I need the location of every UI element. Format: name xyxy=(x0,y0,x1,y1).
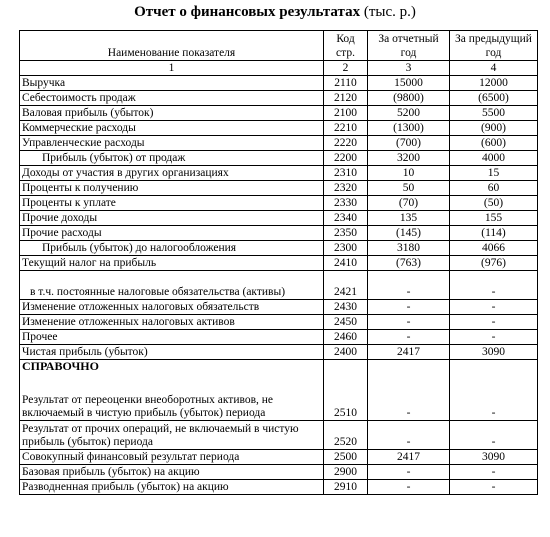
row-name: Валовая прибыль (убыток) xyxy=(20,106,324,121)
row-code: 2410 xyxy=(324,256,368,271)
row-name: Результат от переоценки внеоборотных активов, не включаемый в чистую прибыль (убыток) периода xyxy=(22,394,274,419)
column-number: 2 xyxy=(324,61,368,76)
row-current: (9800) xyxy=(368,91,450,106)
row-current: (145) xyxy=(368,226,450,241)
row-current: (70) xyxy=(368,196,450,211)
table-header-row xyxy=(20,31,538,61)
column-number: 4 xyxy=(450,61,538,76)
row-previous: - xyxy=(450,465,538,480)
table-row xyxy=(20,480,538,495)
table-row xyxy=(20,256,538,271)
row-current: - xyxy=(368,271,450,300)
column-header-previous: За предыдущий год xyxy=(450,31,538,61)
row-current: 15000 xyxy=(368,76,450,91)
row-previous: - xyxy=(450,360,538,421)
row-code: 2450 xyxy=(324,315,368,330)
row-previous: 155 xyxy=(450,211,538,226)
row-name: Совокупный финансовый результат периода xyxy=(20,450,324,465)
column-header-code: Код стр. xyxy=(324,31,368,61)
row-code: 2100 xyxy=(324,106,368,121)
table-row xyxy=(20,465,538,480)
row-previous: (600) xyxy=(450,136,538,151)
row-name: Базовая прибыль (убыток) на акцию xyxy=(20,465,324,480)
row-name: Разводненная прибыль (убыток) на акцию xyxy=(20,480,324,495)
row-previous: - xyxy=(450,271,538,300)
column-header-name: Наименование показателя xyxy=(20,31,324,61)
row-code: 2421 xyxy=(324,271,368,300)
row-current: 2417 xyxy=(368,450,450,465)
table-row xyxy=(20,181,538,196)
row-code: 2910 xyxy=(324,480,368,495)
row-name: Чистая прибыль (убыток) xyxy=(20,345,324,360)
table-row xyxy=(20,360,538,421)
table-row xyxy=(20,450,538,465)
row-current: 3180 xyxy=(368,241,450,256)
row-previous: (900) xyxy=(450,121,538,136)
table-row xyxy=(20,151,538,166)
table-row xyxy=(20,166,538,181)
table-row xyxy=(20,241,538,256)
row-current: (1300) xyxy=(368,121,450,136)
row-name: Прочие расходы xyxy=(20,226,324,241)
row-code: 2400 xyxy=(324,345,368,360)
row-name: в т.ч. постоянные налоговые обязательства (активы) xyxy=(20,271,324,300)
row-previous: - xyxy=(450,330,538,345)
column-number: 1 xyxy=(20,61,324,76)
row-name: Выручка xyxy=(20,76,324,91)
row-current: - xyxy=(368,421,450,450)
row-name: Проценты к получению xyxy=(20,181,324,196)
row-code: 2340 xyxy=(324,211,368,226)
row-name: Коммерческие расходы xyxy=(20,121,324,136)
column-number: 3 xyxy=(368,61,450,76)
table-row xyxy=(20,421,538,450)
row-current: - xyxy=(368,360,450,421)
row-previous: (50) xyxy=(450,196,538,211)
row-name: Изменение отложенных налоговых обязательств xyxy=(20,300,324,315)
row-name: Себестоимость продаж xyxy=(20,91,324,106)
row-name: Управленческие расходы xyxy=(20,136,324,151)
column-numbers-row xyxy=(20,61,538,76)
row-current: 135 xyxy=(368,211,450,226)
row-name: Результат от прочих операций, не включаемый в чистую прибыль (убыток) периода xyxy=(20,421,324,450)
row-previous: - xyxy=(450,315,538,330)
row-code: 2110 xyxy=(324,76,368,91)
table-row xyxy=(20,315,538,330)
row-previous: (6500) xyxy=(450,91,538,106)
row-name: Доходы от участия в других организациях xyxy=(20,166,324,181)
report-title-unit: (тыс. р.) xyxy=(363,4,416,20)
row-code: 2900 xyxy=(324,465,368,480)
column-header-current: За отчетный год xyxy=(368,31,450,61)
row-previous: - xyxy=(450,300,538,315)
table-row xyxy=(20,330,538,345)
table-row xyxy=(20,91,538,106)
row-previous: 5500 xyxy=(450,106,538,121)
row-name: Прочие доходы xyxy=(20,211,324,226)
row-previous: 4066 xyxy=(450,241,538,256)
row-current: 50 xyxy=(368,181,450,196)
reference-heading: СПРАВОЧНО xyxy=(22,359,99,373)
table-row xyxy=(20,345,538,360)
row-name: Прибыль (убыток) от продаж xyxy=(20,151,324,166)
table-row xyxy=(20,76,538,91)
row-code: 2320 xyxy=(324,181,368,196)
row-current: 3200 xyxy=(368,151,450,166)
row-code: 2220 xyxy=(324,136,368,151)
row-name: Изменение отложенных налоговых активов xyxy=(20,315,324,330)
row-code: 2300 xyxy=(324,241,368,256)
table-row xyxy=(20,106,538,121)
row-name: Прибыль (убыток) до налогообложения xyxy=(20,241,324,256)
row-name: Текущий налог на прибыль xyxy=(20,256,324,271)
row-previous: 60 xyxy=(450,181,538,196)
financial-results-table xyxy=(19,30,538,495)
row-previous: 12000 xyxy=(450,76,538,91)
row-previous: - xyxy=(450,480,538,495)
row-previous: 4000 xyxy=(450,151,538,166)
table-row xyxy=(20,211,538,226)
row-current: (763) xyxy=(368,256,450,271)
row-code: 2200 xyxy=(324,151,368,166)
row-current: - xyxy=(368,465,450,480)
row-code: 2520 xyxy=(324,421,368,450)
row-name: Прочее xyxy=(20,330,324,345)
row-previous: 3090 xyxy=(450,450,538,465)
table-row xyxy=(20,196,538,211)
row-code: 2430 xyxy=(324,300,368,315)
row-current: 5200 xyxy=(368,106,450,121)
row-previous: 3090 xyxy=(450,345,538,360)
row-code: 2310 xyxy=(324,166,368,181)
row-current: - xyxy=(368,480,450,495)
row-current: - xyxy=(368,315,450,330)
reference-block xyxy=(20,360,324,421)
row-current: - xyxy=(368,300,450,315)
row-code: 2330 xyxy=(324,196,368,211)
report-title-main: Отчет о финансовых результатах xyxy=(134,4,361,20)
row-code: 2500 xyxy=(324,450,368,465)
row-code: 2210 xyxy=(324,121,368,136)
table-row xyxy=(20,226,538,241)
row-code: 2510 xyxy=(324,360,368,421)
row-previous: - xyxy=(450,421,538,450)
row-previous: (114) xyxy=(450,226,538,241)
report-title xyxy=(0,3,550,21)
row-previous: (976) xyxy=(450,256,538,271)
row-current: - xyxy=(368,330,450,345)
row-code: 2120 xyxy=(324,91,368,106)
row-name: Проценты к уплате xyxy=(20,196,324,211)
row-code: 2460 xyxy=(324,330,368,345)
row-previous: 15 xyxy=(450,166,538,181)
table-row xyxy=(20,121,538,136)
row-current: 2417 xyxy=(368,345,450,360)
table-row xyxy=(20,271,538,300)
row-current: 10 xyxy=(368,166,450,181)
table-row xyxy=(20,300,538,315)
row-code: 2350 xyxy=(324,226,368,241)
table-row xyxy=(20,136,538,151)
row-current: (700) xyxy=(368,136,450,151)
